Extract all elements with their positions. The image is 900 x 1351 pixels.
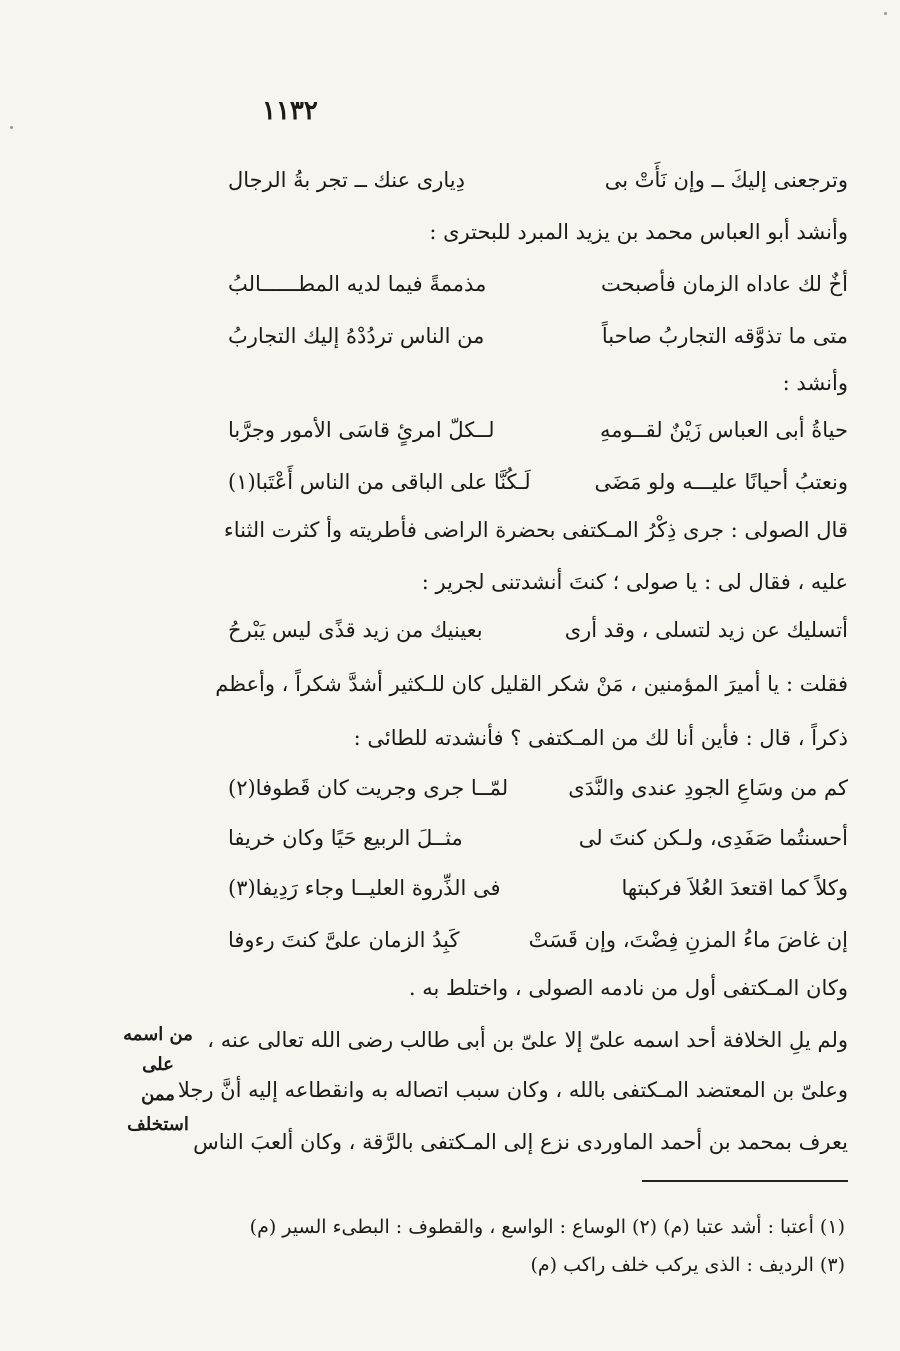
verse-line	[228, 324, 848, 348]
verse-second-hemistich: دِيارى عنك ــ تجر بةُ الرجال	[228, 168, 465, 192]
prose-line: ولم يلِ الخلافة أحد اسمه علىّ إلا علىّ بن أبى طالب رضى الله تعالى عنه ،	[207, 1028, 848, 1052]
prose-line: ذكراً ، قال : فأين أنا لك من المـكتفى ؟ فأنشدته للطائى :	[353, 726, 848, 750]
footnote-line-1: (١) أعتبا : أشد عتبا (م) (٢) الوساع : الواسع ، والقطوف : البطىء السير (م)	[249, 1216, 845, 1238]
footnote-rule	[642, 1180, 848, 1182]
verse-first-hemistich: وكلاً كما اقتعدَ العُلاَ فركبتها	[621, 876, 848, 900]
verse-line	[228, 618, 848, 642]
verse-first-hemistich: أخٌ لك عاداه الزمان فأصبحت	[601, 272, 848, 296]
verse-first-hemistich: متى ما تذوَّقه التجاربُ صاحباً	[601, 324, 848, 348]
verse-first-hemistich: كم من وسَاعِ الجودِ عندى والنَّدَى	[568, 776, 848, 800]
verse-line	[228, 776, 848, 800]
verse-first-hemistich: حياةُ أبى العباس زَيْنٌ لقــومهِ	[600, 418, 848, 442]
verse-first-hemistich: ونعتبُ أحيانًا عليـــه ولو مَضَى	[594, 470, 848, 494]
prose-line: فقلت : يا أميرَ المؤمنين ، مَنْ شكر القليل كان للـكثير أشدَّ شكراً ، وأعظم	[215, 672, 848, 696]
prose-line: وأنشد :	[782, 371, 848, 395]
verse-first-hemistich: وترجعنى إليكَ ــ وإن نَأَتْ بى	[604, 168, 848, 192]
prose-line: وكان المـكتفى أول من نادمه الصولى ، واختلط به .	[408, 976, 848, 1000]
verse-line	[228, 826, 848, 850]
prose-line: قال الصولى : جرى ذِكْرُ المـكتفى بحضرة الراضى فأطريته وأ كثرت الثناء	[223, 518, 848, 542]
prose-line: وأنشد أبو العباس محمد بن يزيد المبرد للبحترى :	[429, 220, 848, 244]
verse-second-hemistich: مثــلَ الربيع حَيًا وكان خريفا	[228, 826, 463, 850]
page-number: ١١٣٢	[262, 96, 318, 126]
verse-line	[228, 418, 848, 442]
verse-second-hemistich: كَبِدُ الزمان علىَّ كنتَ رءوفا	[228, 928, 460, 952]
scan-speck	[10, 126, 13, 129]
verse-second-hemistich: مذممةً فيما لديه المطــــــالبُ	[228, 272, 487, 296]
prose-line: وعلىّ بن المعتضد المـكتفى بالله ، وكان سبب اتصاله به وانقطاعه إليه أنَّ رجلا	[177, 1078, 848, 1102]
verse-second-hemistich: لَـكُنَّا على الباقى من الناس أَعْتَبا(١)	[228, 470, 531, 494]
verse-line	[228, 272, 848, 296]
footnote-line-2: (٣) الرديف : الذى يركب خلف راكب (م)	[530, 1254, 845, 1276]
verse-second-hemistich: لمّــا جرى وجريت كان قَطوفا(٢)	[228, 776, 509, 800]
prose-line: يعرف بمحمد بن أحمد الماوردى نزع إلى المـكتفى بالرَّقة ، وكان ألعبَ الناس	[193, 1130, 848, 1154]
margin-note-line-2: ممن استخلف	[127, 1084, 189, 1135]
footnotes	[249, 1208, 845, 1284]
verse-line	[228, 928, 848, 952]
prose-line: عليه ، فقال لى : يا صولى ؛ كنتَ أنشدتنى لجرير :	[421, 570, 848, 594]
verse-line	[228, 168, 848, 192]
margin-note-line-1: من اسمه على	[123, 1024, 193, 1075]
verse-line	[228, 470, 848, 494]
verse-second-hemistich: لــكلّ امرئٍ قاسَى الأمور وجرَّبا	[228, 418, 495, 442]
verse-first-hemistich: أحسنتُما صَفَدِى، ولـكن كنتَ لى	[578, 826, 848, 850]
verse-first-hemistich: إن غاضَ ماءُ المزنِ فِضْتَ، وإن قَسَتْ	[528, 928, 848, 952]
verse-second-hemistich: بعينيك من زيد قذًى ليس يَبْرحُ	[228, 618, 483, 642]
verse-second-hemistich: فى الذِّروة العليــا وجاء رَدِيفا(٣)	[228, 876, 501, 900]
verse-line	[228, 876, 848, 900]
scan-speck	[884, 12, 887, 15]
verse-second-hemistich: من الناس تردُدْهُ إليك التجاربُ	[228, 324, 485, 348]
margin-note	[108, 1020, 208, 1140]
verse-first-hemistich: أتسليك عن زيد لتسلى ، وقد أرى	[564, 618, 848, 642]
